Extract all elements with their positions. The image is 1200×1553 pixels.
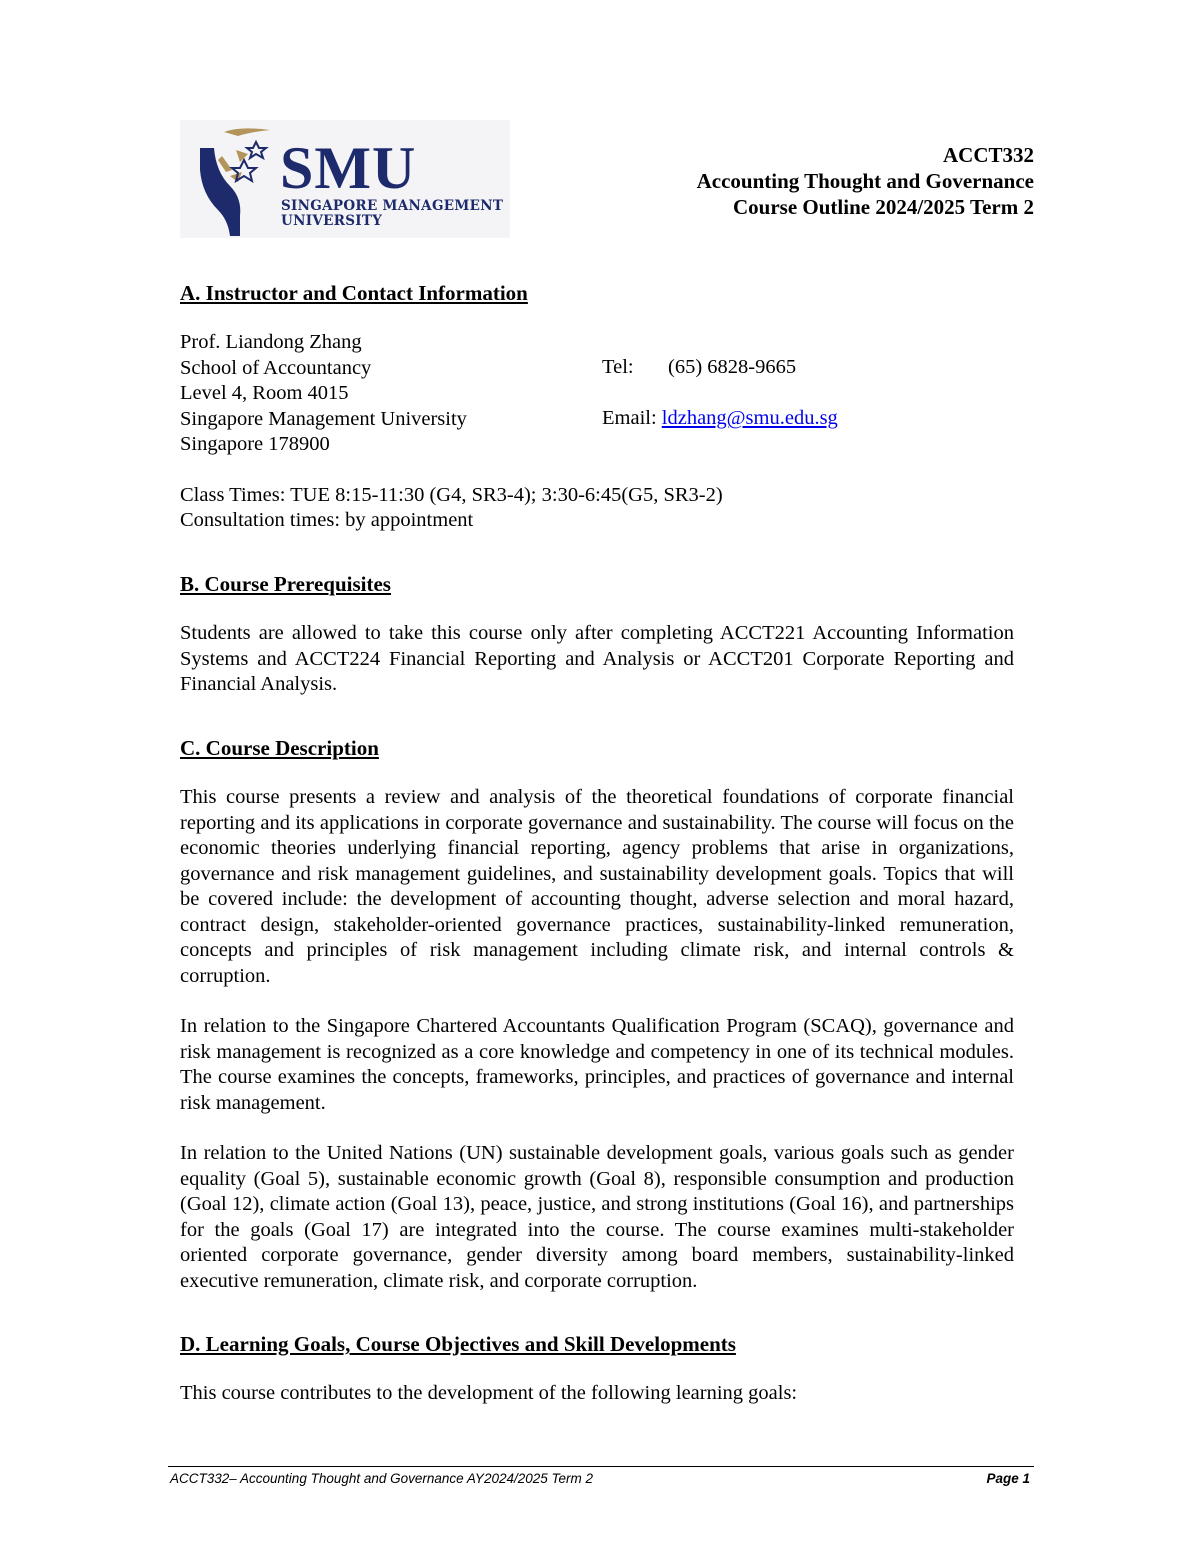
instructor-address — [180, 330, 467, 458]
section-b-heading: B. Course Prerequisites — [180, 572, 391, 596]
logo-subline: SINGAPORE MANAGEMENT — [281, 198, 504, 214]
footer-divider — [168, 1466, 1034, 1467]
section-a-heading: A. Instructor and Contact Information — [180, 281, 528, 305]
page-number: Page 1 — [986, 1471, 1030, 1486]
footer-course-info: ACCT332– Accounting Thought and Governance AY2024/2025 Term 2 — [170, 1471, 594, 1486]
telephone — [602, 355, 796, 381]
room-info: Level 4, Room 4015 — [180, 382, 349, 404]
section-d-heading: D. Learning Goals, Course Objectives and Skill Developments — [180, 1332, 736, 1356]
learning-goals-intro: This course contributes to the development of the following learning goals: — [180, 1382, 798, 1404]
email-label: Email: — [602, 407, 657, 429]
email — [602, 406, 838, 432]
smu-emblem-icon — [180, 120, 280, 238]
logo-wordmark: SMU — [280, 135, 417, 201]
description-paragraph: This course presents a review and analysis of the theoretical foundations of corporate financial reporting and its applications in corporate governance and sustainability. The course will focus on the economic theories underlying financial reporting, agency problems that arise in organizations, governance and risk management guidelines, and sustainability development goals. Topics that will be covered include: the development of accounting thought, adverse selection and moral hazard, contract design, stakeholder-oriented governance practices, sustainability-linked remuneration, concepts and principles of risk management including climate risk, and internal controls & corruption. — [180, 786, 1014, 987]
university-name: Singapore Management University — [180, 407, 467, 430]
tel-value: (65) 6828-9665 — [668, 356, 797, 378]
email-link[interactable]: ldzhang@smu.edu.sg — [661, 407, 838, 429]
description-paragraph: In relation to the Singapore Chartered Accountants Qualification Program (SCAQ), governance and risk management is recognized as a core knowledge and competency in one of its technical modules. The course examines the concepts, frameworks, principles, and practices of governance and internal risk management. — [180, 1015, 1014, 1114]
consultation-times: Consultation times: by appointment — [180, 509, 474, 531]
smu-logo — [180, 120, 510, 238]
course-title: Accounting Thought and Governance — [696, 169, 1034, 193]
course-subtitle: Course Outline 2024/2025 Term 2 — [732, 195, 1034, 219]
logo-subline: UNIVERSITY — [281, 213, 383, 229]
description-paragraph: In relation to the United Nations (UN) sustainable development goals, various goals such as gender equality (Goal 5), sustainable economic growth (Goal 8), responsible consumption and production (Goal 12), climate action (Goal 13), peace, justice, and strong institutions (Goal 16), and partnerships for the goals (Goal 17) are integrated into the course. The course examines multi-stakeholder oriented corporate governance, gender diversity among board members, sustainability-linked executive remuneration, climate risk, and corporate corruption. — [180, 1142, 1014, 1292]
section-c-heading: C. Course Description — [180, 736, 379, 760]
postal-address: Singapore 178900 — [180, 433, 330, 455]
tel-label: Tel: — [602, 356, 634, 378]
instructor-name: Prof. Liandong Zhang — [180, 331, 362, 353]
prerequisites-text: Students are allowed to take this course only after completing ACCT221 Accounting Information Systems and ACCT224 Financial Reporting and Analysis or ACCT201 Corporate Reporting and Financial Analysis. — [180, 622, 1014, 695]
course-header — [697, 142, 1034, 220]
course-code: ACCT332 — [942, 143, 1034, 167]
class-times: Class Times: TUE 8:15-11:30 (G4, SR3-4); 3:30-6:45(G5, SR3-2) — [180, 484, 723, 506]
school-name: School of Accountancy — [180, 356, 372, 379]
